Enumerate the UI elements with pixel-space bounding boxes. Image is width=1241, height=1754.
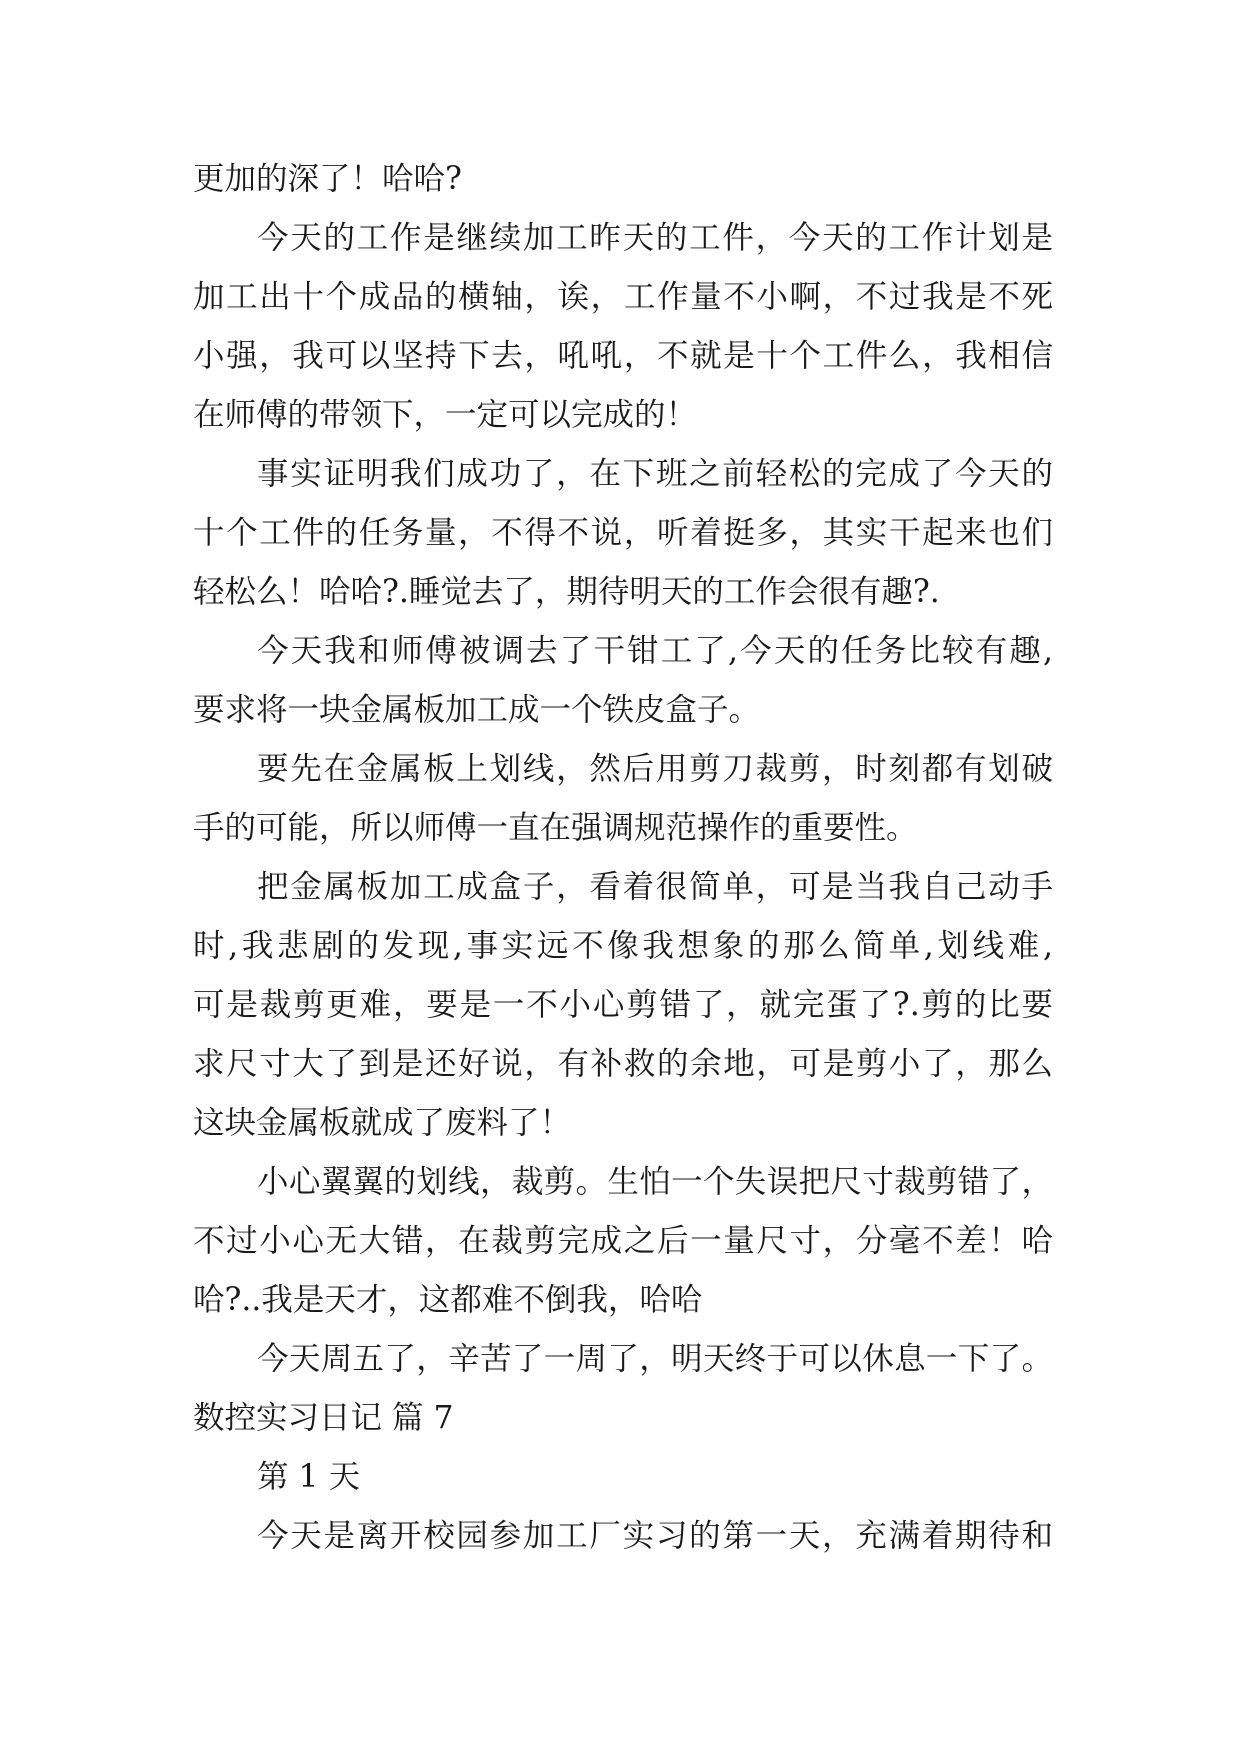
text-line: 手的可能，所以师傅一直在强调规范操作的重要性。 [193, 810, 918, 846]
text-line: 可是裁剪更难，要是一不小心剪错了，就完蛋了?.剪的比要 [193, 987, 1053, 1023]
text-line: 在师傅的带领下，一定可以完成的！ [193, 397, 698, 433]
text-line: 小强，我可以坚持下去，吼吼，不就是十个工件么，我相信 [193, 338, 1053, 374]
document-page [193, 150, 1053, 1566]
text-line: 十个工件的任务量，不得不说，听着挺多，其实干起来也们 [193, 515, 1053, 551]
text-line: 要先在金属板上划线，然后用剪刀裁剪，时刻都有划破 [257, 751, 1053, 787]
text-line: 今天周五了，辛苦了一周了，明天终于可以休息一下了。 [257, 1341, 1053, 1377]
text-line: 求尺寸大了到是还好说，有补救的余地，可是剪小了，那么 [193, 1046, 1053, 1082]
text-line: 这块金属板就成了废料了！ [193, 1105, 572, 1141]
text-line: 轻松么！哈哈?.睡觉去了，期待明天的工作会很有趣?. [193, 574, 940, 610]
text-line: 小心翼翼的划线，裁剪。生怕一个失误把尺寸裁剪错了， [257, 1164, 1053, 1200]
text-line: 时,我悲剧的发现,事实远不像我想象的那么简单,划线难, [193, 928, 1053, 964]
text-line: 今天是离开校园参加工厂实习的第一天，充满着期待和 [257, 1518, 1053, 1554]
text-line: 要求将一块金属板加工成一个铁皮盒子。 [193, 692, 761, 728]
text-line: 不过小心无大错，在裁剪完成之后一量尺寸，分毫不差！哈 [193, 1223, 1053, 1259]
text-line: 更加的深了！哈哈? [193, 161, 462, 197]
day-heading: 第 1 天 [257, 1459, 361, 1495]
text-line: 今天我和师傅被调去了干钳工了,今天的任务比较有趣, [257, 633, 1053, 669]
text-line: 加工出十个成品的横轴，诶，工作量不小啊，不过我是不死 [193, 279, 1053, 315]
section-heading: 数控实习日记 篇 7 [193, 1400, 454, 1436]
text-line: 事实证明我们成功了，在下班之前轻松的完成了今天的 [257, 456, 1053, 492]
text-line: 把金属板加工成盒子，看着很简单，可是当我自己动手 [257, 869, 1053, 905]
text-line: 哈?..我是天才，这都难不倒我，哈哈 [193, 1282, 703, 1318]
text-line: 今天的工作是继续加工昨天的工件，今天的工作计划是 [257, 220, 1053, 256]
